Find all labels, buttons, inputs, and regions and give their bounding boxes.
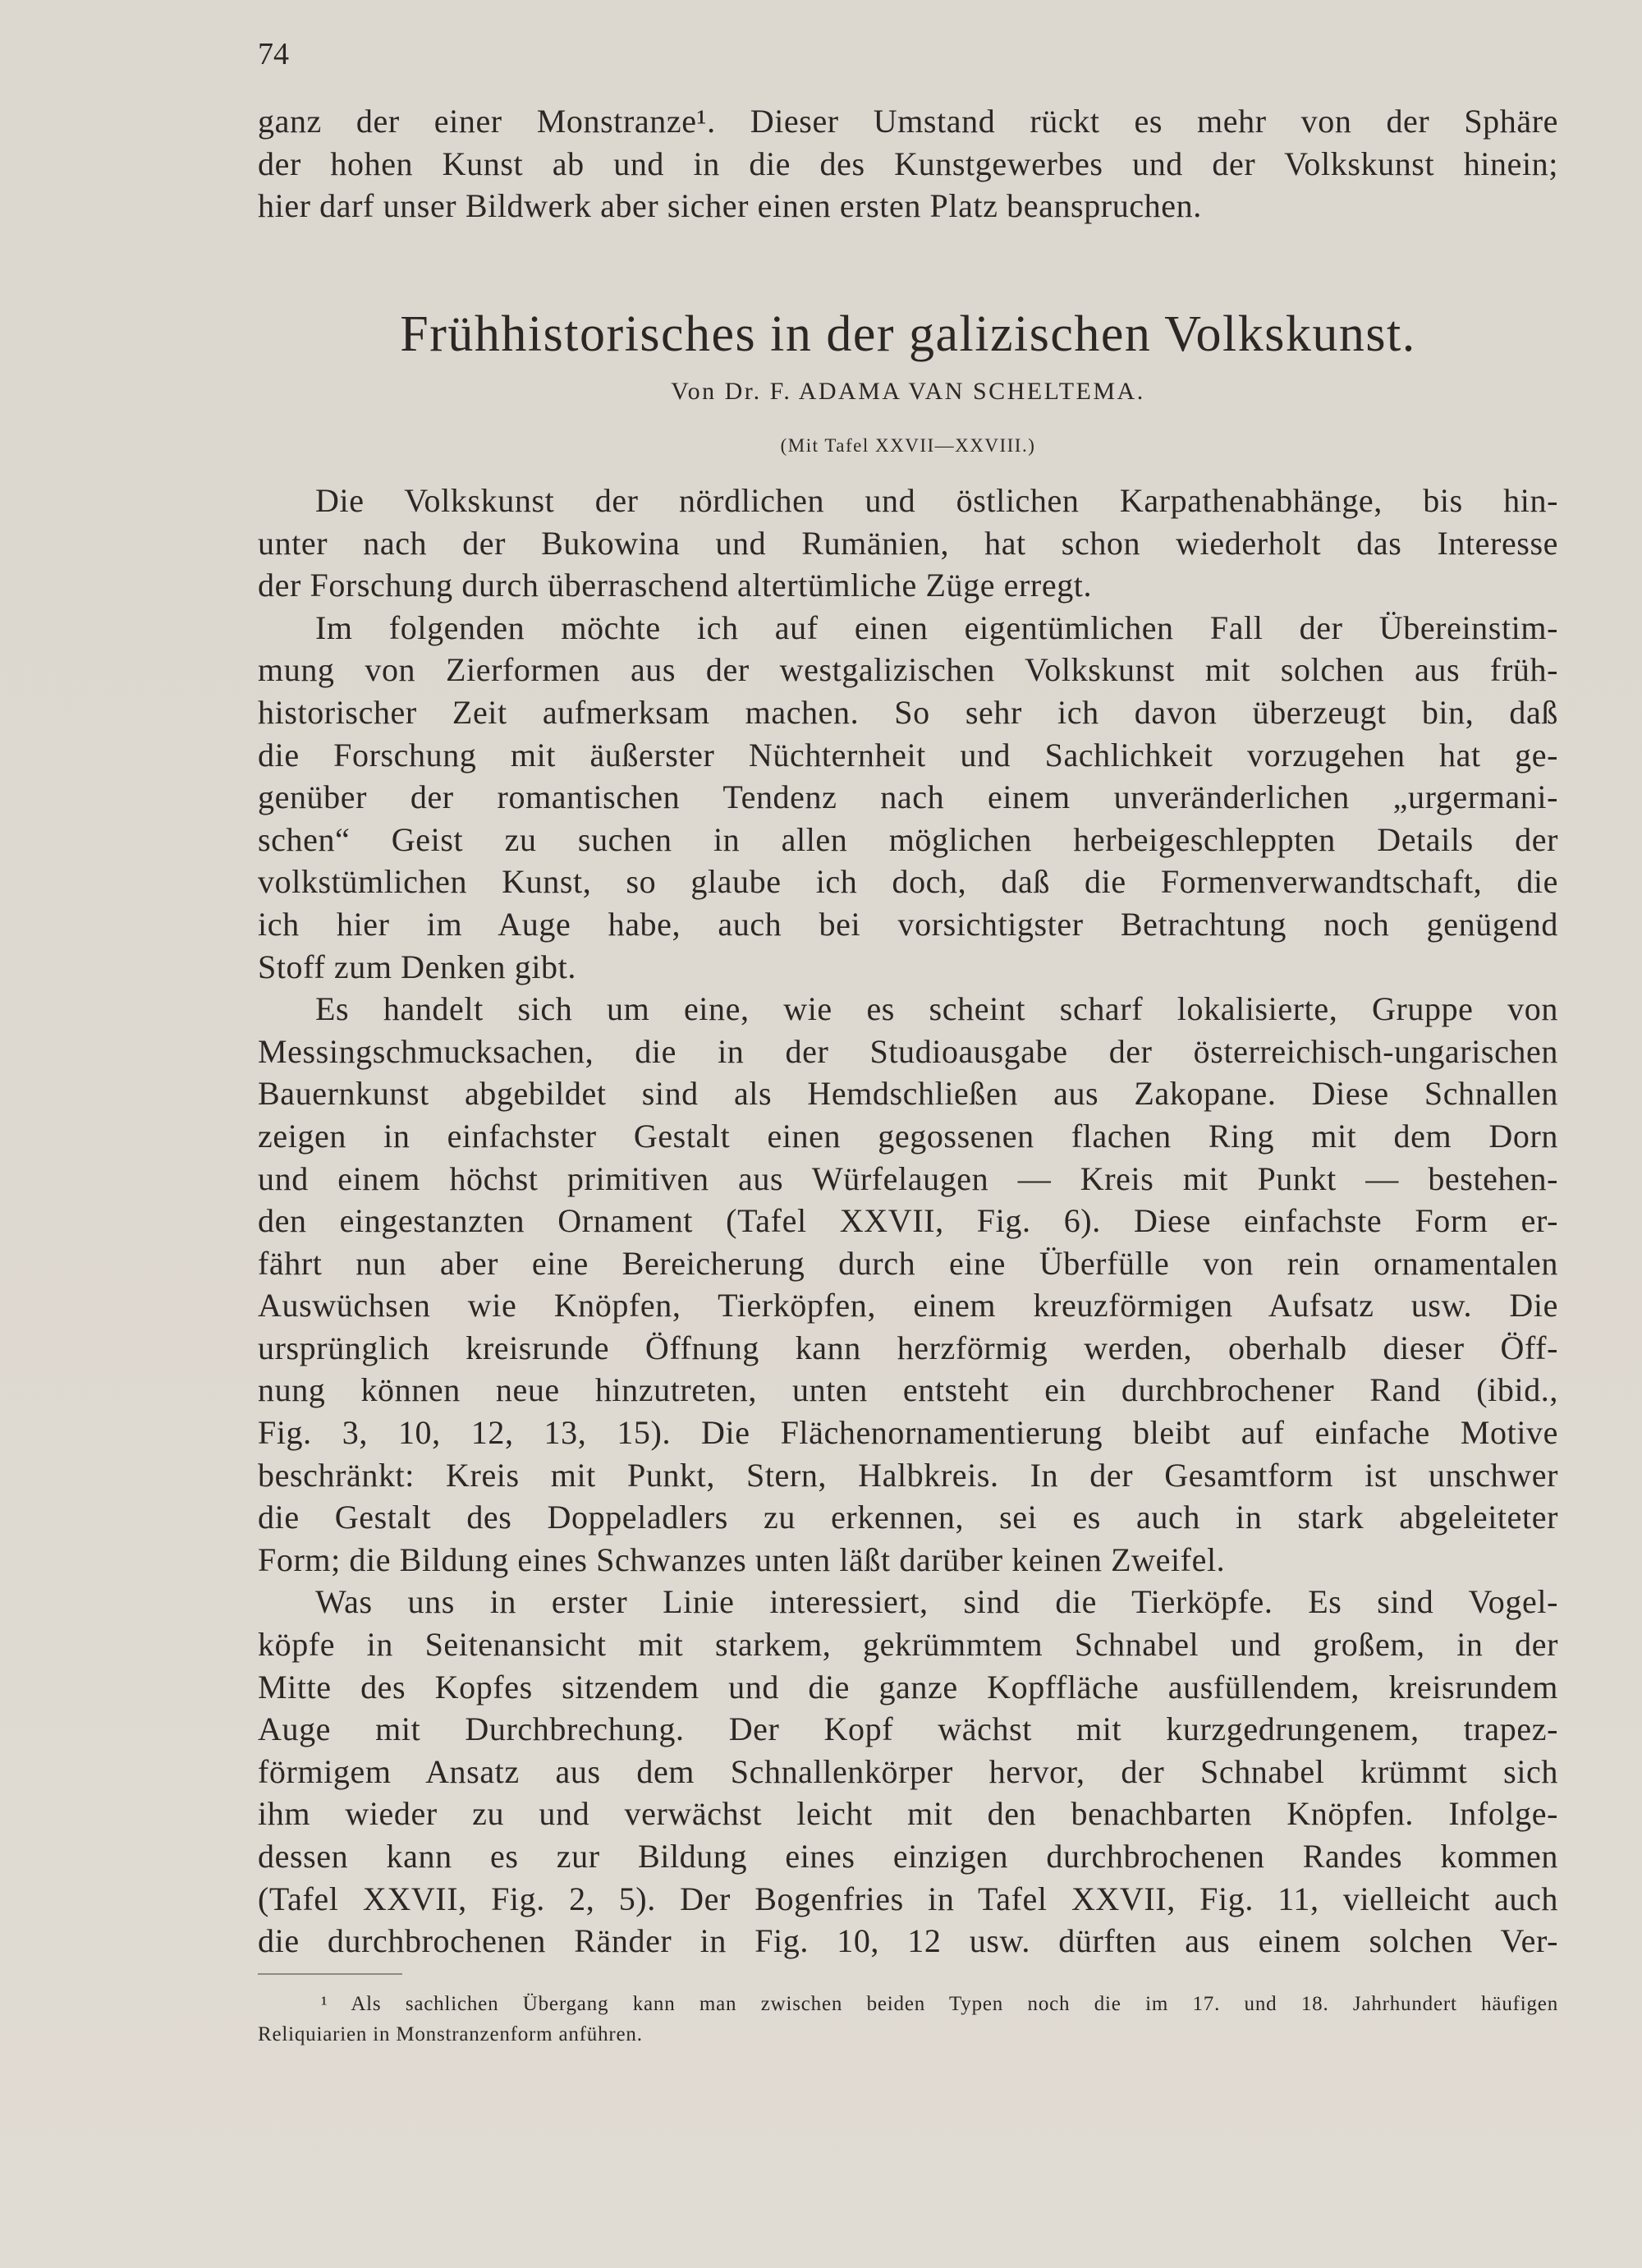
paragraph-2-line: mung von Zierformen aus der westgalizischen Volkskunst mit solchen aus früh-: [258, 651, 1558, 689]
plate-reference: (Mit Tafel XXVII—XXVIII.): [780, 435, 1036, 456]
paragraph-4-line: (Tafel XXVII, Fig. 2, 5). Der Bogenfries in Tafel XXVII, Fig. 11, vielleicht auch: [258, 1880, 1558, 1917]
paragraph-2-line: Stoff zum Denken gibt.: [258, 948, 576, 985]
paragraph-3-line: Messingschmucksachen, die in der Studioausgabe der österreichisch-ungarischen: [258, 1032, 1558, 1070]
paragraph-3-line: Bauernkunst abgebildet sind als Hemdschließen aus Zakopane. Diese Schnallen: [258, 1075, 1558, 1113]
footnote-divider: [258, 1973, 402, 1975]
paragraph-4-line: Mitte des Kopfes sitzendem und die ganze Kopffläche ausfüllendem, kreisrundem: [258, 1668, 1558, 1706]
paragraph-2-line: genüber der romantischen Tendenz nach einem unveränderlichen „urgermani-: [258, 778, 1558, 816]
article-title: Frühhistorisches in der galizischen Volkskunst.: [400, 306, 1416, 362]
paragraph-3-line: Form; die Bildung eines Schwanzes unten läßt darüber keinen Zweifel.: [258, 1540, 1226, 1578]
continuation-paragraph: [258, 100, 1558, 227]
paragraph-1-line: der Forschung durch überraschend altertümliche Züge erregt.: [258, 567, 1093, 604]
paragraph-3-line: ursprünglich kreisrunde Öffnung kann herzförmig werden, oberhalb dieser Öff-: [258, 1329, 1558, 1366]
paragraph-4-line: förmigem Ansatz aus dem Schnallenkörper hervor, der Schnabel krümmt sich: [258, 1752, 1558, 1790]
paragraph-3-line: Es handelt sich um eine, wie es scheint scharf lokalisierte, Gruppe von: [315, 990, 1558, 1028]
text-line: der hohen Kunst ab und in die des Kunstgewerbes und der Volkskunst hinein;: [258, 145, 1558, 182]
footnote-line: Reliquiarien in Monstranzenform anführen.: [258, 2023, 643, 2045]
paragraph-1-line: unter nach der Bukowina und Rumänien, hat schon wiederholt das Interesse: [258, 524, 1558, 562]
paragraph-4-line: die durchbrochenen Ränder in Fig. 10, 12 usw. dürften aus einem solchen Ver-: [258, 1922, 1558, 1960]
paragraph-3-line: und einem höchst primitiven aus Würfelaugen — Kreis mit Punkt — bestehen-: [258, 1159, 1558, 1197]
paragraph-4-line: Was uns in erster Linie interessiert, sind die Tierköpfe. Es sind Vogel-: [315, 1583, 1558, 1621]
article-body: [258, 480, 1558, 1963]
paragraph-2-line: die Forschung mit äußerster Nüchternheit und Sachlichkeit vorzugehen hat ge-: [258, 736, 1558, 774]
paragraph-3-line: den eingestanzten Ornament (Tafel XXVII, Fig. 6). Diese einfachste Form er-: [258, 1202, 1558, 1240]
paragraph-1-line: Die Volkskunst der nördlichen und östlichen Karpathenabhänge, bis hin-: [315, 482, 1558, 519]
paragraph-3-line: zeigen in einfachster Gestalt einen gegossenen flachen Ring mit dem Dorn: [258, 1117, 1558, 1155]
paragraph-4-line: köpfe in Seitenansicht mit starkem, gekrümmtem Schnabel und großem, in der: [258, 1626, 1558, 1664]
paragraph-3-line: Fig. 3, 10, 12, 13, 15). Die Flächenornamentierung bleibt auf einfache Motive: [258, 1414, 1558, 1452]
text-line: ganz der einer Monstranze¹. Dieser Umstand rückt es mehr von der Sphäre: [258, 103, 1558, 140]
paragraph-3-line: die Gestalt des Doppeladlers zu erkennen, sei es auch in stark abgeleiteter: [258, 1499, 1558, 1536]
text-line: hier darf unser Bildwerk aber sicher einen ersten Platz beanspruchen.: [258, 187, 1202, 225]
paragraph-4-line: ihm wieder zu und verwächst leicht mit den benachbarten Knöpfen. Infolge-: [258, 1795, 1558, 1833]
paragraph-2-line: volkstümlichen Kunst, so glaube ich doch, daß die Formenverwandtschaft, die: [258, 863, 1558, 901]
paragraph-3-line: beschränkt: Kreis mit Punkt, Stern, Halbkreis. In der Gesamtform ist unschwer: [258, 1456, 1558, 1494]
paragraph-2-line: ich hier im Auge habe, auch bei vorsichtigster Betrachtung noch genügend: [258, 905, 1558, 943]
paragraph-4-line: dessen kann es zur Bildung eines einzigen durchbrochenen Randes kommen: [258, 1838, 1558, 1875]
paragraph-3-line: Auswüchsen wie Knöpfen, Tierköpfen, einem kreuzförmigen Aufsatz usw. Die: [258, 1287, 1558, 1325]
page-number: 74: [258, 37, 289, 71]
paragraph-2-line: Im folgenden möchte ich auf einen eigentümlichen Fall der Übereinstim-: [315, 608, 1558, 646]
paragraph-4-line: Auge mit Durchbrechung. Der Kopf wächst mit kurzgedrungenem, trapez-: [258, 1710, 1558, 1748]
article-byline: Von Dr. F. ADAMA VAN SCHELTEMA.: [671, 378, 1145, 405]
paragraph-3-line: nung können neue hinzutreten, unten entsteht ein durchbrochener Rand (ibid.,: [258, 1371, 1558, 1409]
paragraph-2-line: schen“ Geist zu suchen in allen möglichen herbeigeschleppten Details der: [258, 820, 1558, 858]
paragraph-2-line: historischer Zeit aufmerksam machen. So sehr ich davon überzeugt bin, daß: [258, 693, 1558, 731]
paragraph-3-line: fährt nun aber eine Bereicherung durch eine Überfülle von rein ornamentalen: [258, 1244, 1558, 1282]
footnote: [258, 1989, 1558, 2050]
footnote-line: ¹ Als sachlichen Übergang kann man zwischen beiden Typen noch die im 17. und 18. Jahrhundert häufigen: [321, 1993, 1558, 2015]
